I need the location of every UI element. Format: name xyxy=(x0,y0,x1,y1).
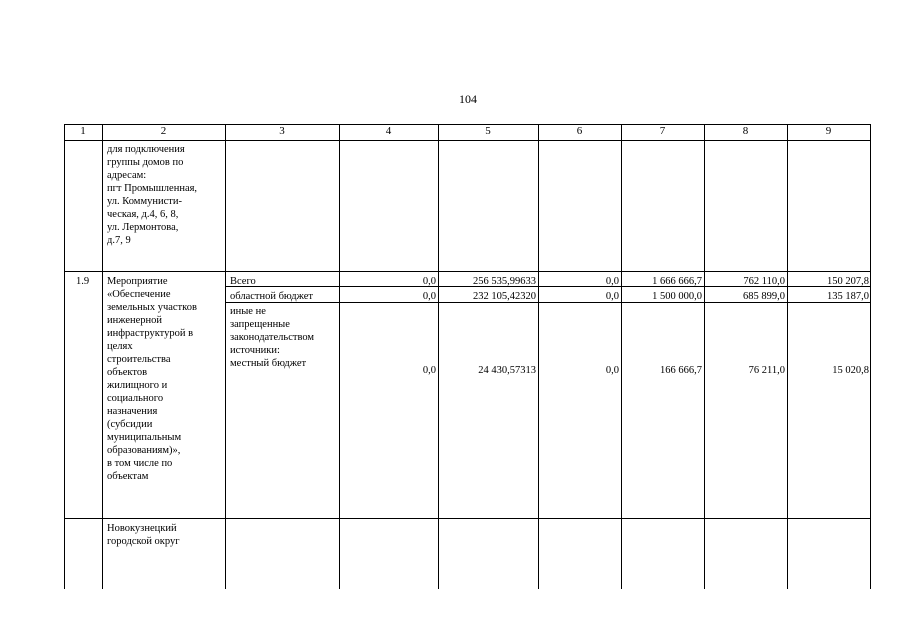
value-cell: 150 207,8 xyxy=(827,276,869,287)
value-cell: 232 105,42320 xyxy=(473,291,536,302)
value-cell: 1 666 666,7 xyxy=(652,276,702,287)
value-cell: 135 187,0 xyxy=(827,291,869,302)
value-cell: 762 110,0 xyxy=(743,276,785,287)
data-table xyxy=(64,124,871,589)
header-cell: 4 xyxy=(385,125,392,137)
table-border-right xyxy=(870,124,871,589)
column-divider xyxy=(339,124,340,589)
page-number: 104 xyxy=(459,92,477,106)
header-cell: 8 xyxy=(742,125,749,137)
value-cell: 76 211,0 xyxy=(748,365,785,376)
header-cell: 7 xyxy=(659,125,666,137)
source-label: Всего xyxy=(230,276,256,287)
column-divider xyxy=(538,124,539,589)
value-cell: 0,0 xyxy=(605,276,619,287)
value-cell: 1 500 000,0 xyxy=(652,291,702,302)
column-divider xyxy=(438,124,439,589)
value-cell: 166 666,7 xyxy=(660,365,702,376)
municipality-name: Новокузнецкий городской округ xyxy=(107,523,180,547)
row-divider xyxy=(64,271,871,272)
column-divider xyxy=(704,124,705,589)
header-row-divider xyxy=(64,140,871,141)
column-divider xyxy=(621,124,622,589)
table-border-left xyxy=(64,124,65,589)
header-cell: 6 xyxy=(576,125,583,137)
row-number: 1.9 xyxy=(76,276,90,287)
column-divider xyxy=(787,124,788,589)
source-label: областной бюджет xyxy=(230,291,313,302)
value-cell: 0,0 xyxy=(605,291,619,302)
value-cell: 0,0 xyxy=(605,365,619,376)
value-cell: 24 430,57313 xyxy=(478,365,536,376)
header-cell: 5 xyxy=(485,125,491,137)
column-divider xyxy=(225,124,226,589)
value-cell: 256 535,99633 xyxy=(473,276,536,287)
source-label: иные не запрещенные законодательством источники: местный бюджет xyxy=(230,306,315,369)
header-cell: 9 xyxy=(825,125,832,137)
measure-description: Мероприятие «Обеспечение земельных участков инженерной инфраструктурой в целях строительства объектов жилищного и социального назначения (субсидии муниципальным образованиям)», в том числе по объектам xyxy=(107,276,197,482)
row-divider xyxy=(64,518,871,519)
header-cell: 3 xyxy=(279,125,285,137)
object-description: для подключения группы домов по адресам: пгт Промышленная, ул. Коммунисти- ческая, д.4, 6, 8, ул. Лермонтова, д.7, 9 xyxy=(107,144,198,246)
value-cell: 0,0 xyxy=(422,276,436,287)
header-cell: 1 xyxy=(80,125,86,137)
column-divider xyxy=(102,124,103,589)
value-cell: 685 899,0 xyxy=(743,291,785,302)
value-cell: 0,0 xyxy=(422,291,436,302)
value-cell: 0,0 xyxy=(422,365,436,376)
header-cell: 2 xyxy=(160,125,167,137)
value-cell: 15 020,8 xyxy=(832,365,869,376)
